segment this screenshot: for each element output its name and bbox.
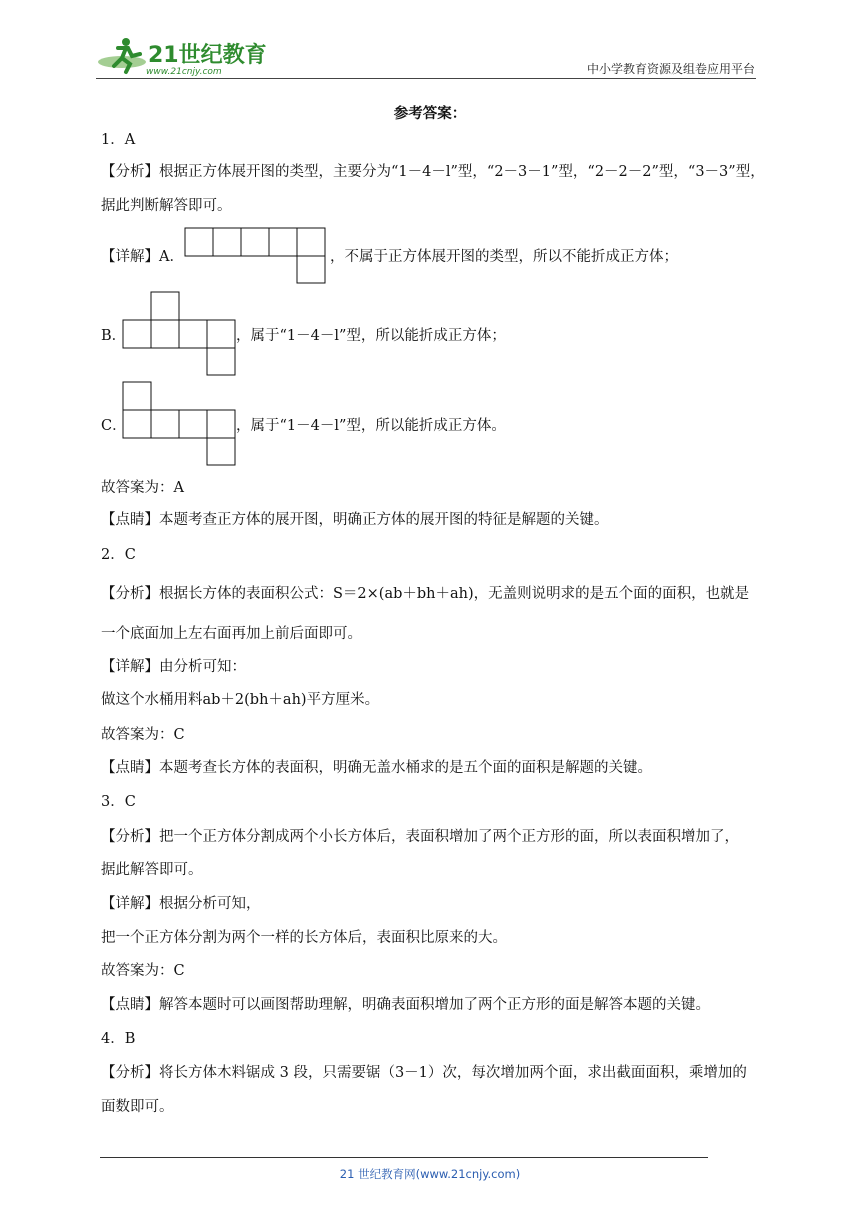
q1-detail-a-prefix: 【详解】A． — [101, 249, 184, 265]
site-logo — [96, 34, 266, 78]
q2-analysis-a: 【分析】根据长方体的表面积公式： — [101, 586, 333, 602]
q4-number: 4．B — [101, 1031, 136, 1047]
q1-b-suffix: ，属于“1－4－l”型，所以能折成正方体； — [236, 328, 506, 344]
q1-analysis-cont: 据此判断解答即可。 — [101, 198, 232, 214]
page-title: 参考答案： — [393, 105, 467, 122]
q1-answer: 故答案为：A — [101, 480, 184, 496]
q3-analysis: 【分析】把一个正方体分割成两个小长方体后，表面积增加了两个正方形的面，所以表面积增加了， — [101, 829, 739, 845]
q2-detail-2b: 平方厘米。 — [306, 692, 380, 708]
q1-comment: 【点睛】本题考查正方体的展开图，明确正方体的展开图的特征是解题的关键。 — [101, 512, 609, 528]
q1-b-prefix: B． — [101, 328, 127, 344]
q2-analysis-b: ，无盖则说明求的是五个面的面积，也就是 — [473, 586, 750, 602]
q2-number: 2．C — [101, 547, 136, 563]
q3-comment: 【点睛】解答本题时可以画图帮助理解，明确表面积增加了两个正方形的面是解答本题的关键。 — [101, 997, 710, 1013]
q2-detail: 【详解】由分析可知： — [101, 659, 246, 675]
q3-analysis-cont: 据此解答即可。 — [101, 862, 203, 878]
logo-url: www.21cnjy.com — [146, 67, 222, 77]
q2-analysis — [101, 584, 749, 604]
q2-formula: S＝2×(ab＋bh＋ah) — [333, 586, 474, 602]
q1-detail-a-suffix: ，不属于正方体展开图的类型，所以不能折成正方体； — [330, 249, 678, 265]
logo-text: 21世纪教育 — [148, 43, 266, 68]
header-divider — [96, 78, 756, 79]
q3-number: 3．C — [101, 794, 136, 810]
net-c-diagram — [122, 381, 238, 467]
q2-comment: 【点睛】本题考查长方体的表面积，明确无盖水桶求的是五个面的面积是解题的关键。 — [101, 760, 652, 776]
net-b-diagram — [122, 291, 238, 377]
q2-detail-formula: ab＋2(bh＋ah) — [202, 692, 307, 708]
runner-logo-icon — [96, 34, 266, 78]
q1-number: 1．A — [101, 132, 136, 148]
q1-c-suffix: ，属于“1－4－l”型，所以能折成正方体。 — [236, 418, 506, 434]
footer-divider — [100, 1157, 708, 1158]
footer-link[interactable]: 21 世纪教育网(www.21cnjy.com) — [339, 1167, 521, 1181]
q3-detail-2: 把一个正方体分割为两个一样的长方体后，表面积比原来的大。 — [101, 930, 507, 946]
net-a-diagram — [184, 227, 328, 285]
platform-name: 中小学教育资源及组卷应用平台 — [586, 62, 755, 76]
q2-detail-2 — [101, 690, 379, 710]
q4-analysis: 【分析】将长方体木料锯成 3 段，只需要锯（3－1）次，每次增加两个面，求出截面面积，乘增加的 — [101, 1065, 747, 1081]
q2-answer: 故答案为：C — [101, 727, 185, 743]
q1-analysis: 【分析】根据正方体展开图的类型，主要分为“1－4－l”型，“2－3－1”型，“2－2－2”型，“3－3”型， — [101, 164, 765, 180]
q1-c-prefix: C． — [101, 418, 127, 434]
q2-analysis-cont: 一个底面加上左右面再加上前后面即可。 — [101, 626, 362, 642]
q4-analysis-cont: 面数即可。 — [101, 1099, 174, 1115]
q2-detail-2a: 做这个水桶用料 — [101, 692, 203, 708]
q3-detail: 【详解】根据分析可知， — [101, 896, 261, 912]
q3-answer: 故答案为：C — [101, 963, 185, 979]
